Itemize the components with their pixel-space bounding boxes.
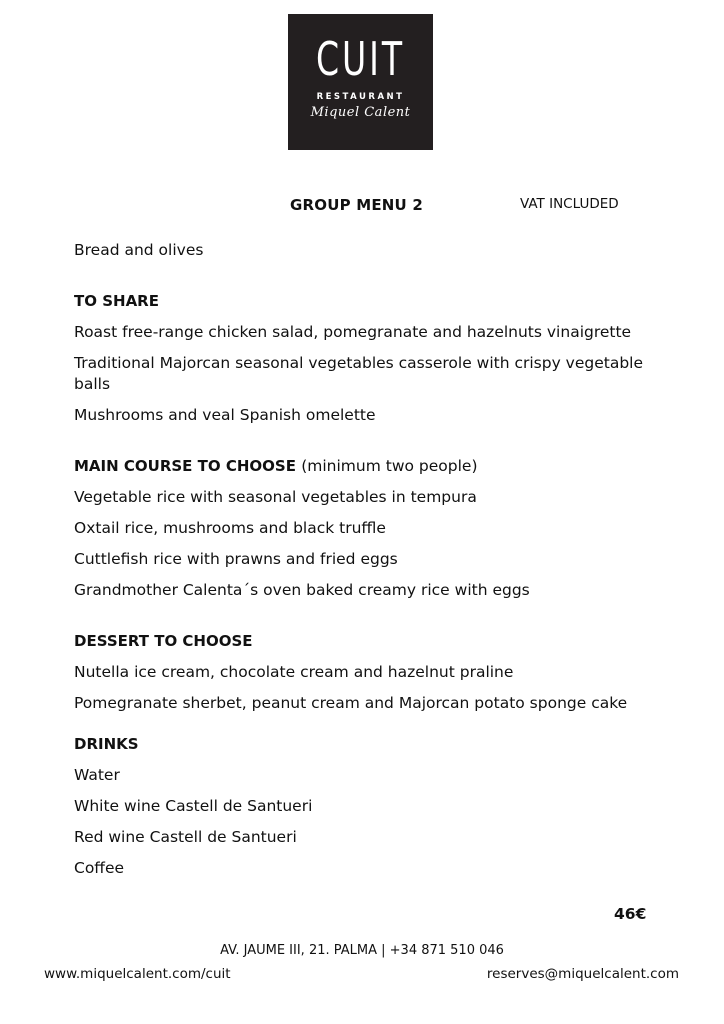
restaurant-logo	[288, 14, 433, 150]
vat-note: VAT INCLUDED	[520, 196, 619, 212]
logo-subtitle: RESTAURANT	[316, 92, 405, 102]
footer-website-link[interactable]: www.miquelcalent.com/cuit	[44, 966, 231, 982]
menu-item: Mushrooms and veal Spanish omelette	[74, 406, 376, 424]
section-heading-dessert: DESSERT TO CHOOSE	[74, 632, 253, 650]
logo-signature: Miquel Calent	[310, 105, 411, 120]
main-heading-text: MAIN COURSE TO CHOOSE	[74, 457, 296, 475]
menu-item: Pomegranate sherbet, peanut cream and Majorcan potato sponge cake	[74, 694, 628, 712]
menu-item: Nutella ice cream, chocolate cream and hazelnut praline	[74, 663, 514, 681]
intro-item: Bread and olives	[74, 241, 204, 259]
menu-item: Red wine Castell de Santueri	[74, 828, 297, 846]
section-heading-drinks: DRINKS	[74, 735, 139, 753]
menu-price: 46€	[614, 905, 647, 923]
main-heading-note: (minimum two people)	[301, 457, 478, 475]
menu-item: Vegetable rice with seasonal vegetables in tempura	[74, 488, 477, 506]
logo-name: CUIT	[316, 32, 405, 86]
menu-item: Grandmother Calenta´s oven baked creamy rice with eggs	[74, 581, 530, 599]
section-heading-share: TO SHARE	[74, 292, 159, 310]
menu-item: Roast free-range chicken salad, pomegranate and hazelnuts vinaigrette	[74, 323, 632, 341]
menu-item: Traditional Majorcan seasonal vegetables casserole with crispy vegetable balls	[74, 354, 644, 393]
menu-item: Coffee	[74, 859, 125, 877]
menu-title: GROUP MENU 2	[290, 196, 423, 214]
menu-body	[74, 240, 654, 879]
footer-email-link[interactable]: reserves@miquelcalent.com	[486, 966, 679, 982]
menu-item: Oxtail rice, mushrooms and black truffle	[74, 519, 386, 537]
menu-item: White wine Castell de Santueri	[74, 797, 313, 815]
menu-item: Water	[74, 766, 120, 784]
section-heading-main	[74, 456, 654, 477]
footer-address: AV. JAUME III, 21. PALMA | +34 871 510 046	[220, 943, 504, 958]
menu-item: Cuttlefish rice with prawns and fried eggs	[74, 550, 398, 568]
